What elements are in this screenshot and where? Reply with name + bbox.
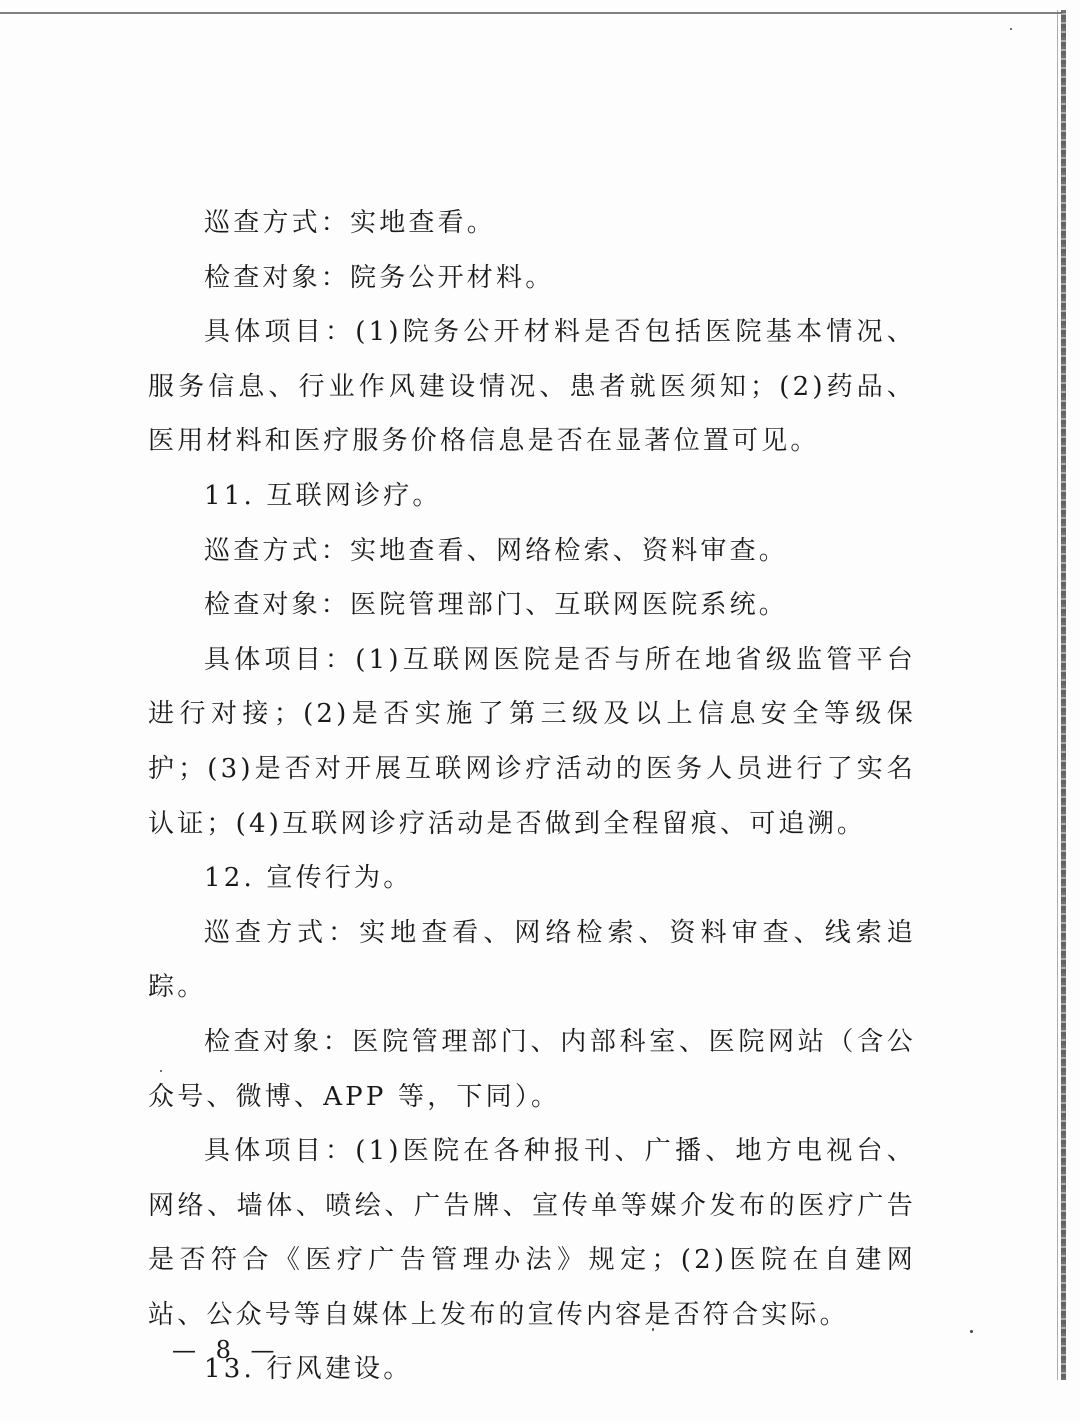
scan-speck bbox=[970, 1330, 973, 1333]
section-heading-publicity: 12. 宣传行为。 bbox=[204, 863, 413, 894]
paragraph-inspection-method: 巡查方式：实地查看、网络检索、资料审查、线索追踪。 bbox=[148, 917, 916, 1003]
document-body bbox=[148, 196, 916, 1397]
paragraph-inspection-method: 巡查方式：实地查看。 bbox=[204, 208, 497, 238]
section-heading-conduct-building: 13. 行风建设。 bbox=[204, 1354, 413, 1385]
paragraph-inspection-object: 检查对象：医院管理部门、内部科室、医院网站（含公众号、微博、APP 等，下同）。 bbox=[148, 1026, 916, 1112]
scan-speck bbox=[1010, 28, 1012, 30]
paragraph-specific-items: 具体项目：(1)院务公开材料是否包括医院基本情况、服务信息、行业作风建设情况、患者就医须知；(2)药品、医用材料和医疗服务价格信息是否在显著位置可见。 bbox=[148, 317, 916, 457]
paragraph-specific-items: 具体项目：(1)互联网医院是否与所在地省级监管平台进行对接；(2)是否实施了第三级及以上信息安全等级保护；(3)是否对开展互联网诊疗活动的医务人员进行了实名认证；(4)互联网诊疗活动是否做到全程留痕、可追溯。 bbox=[148, 644, 916, 839]
page-number: — 8 — bbox=[172, 1336, 281, 1364]
paragraph-specific-items: 具体项目：(1)医院在各种报刊、广播、地方电视台、网络、墙体、喷绘、广告牌、宣传单等媒介发布的医疗广告是否符合《医疗广告管理办法》规定；(2)医院在自建网站、公众号等自媒体上发布的宣传内容是否符合实际。 bbox=[148, 1136, 916, 1330]
paragraph-inspection-object: 检查对象：医院管理部门、互联网医院系统。 bbox=[204, 590, 789, 621]
paragraph-inspection-object: 检查对象：院务公开材料。 bbox=[204, 262, 555, 293]
section-heading-internet-diagnosis: 11. 互联网诊疗。 bbox=[204, 480, 442, 511]
scan-right-edge bbox=[1061, 10, 1066, 1380]
paragraph-inspection-method: 巡查方式：实地查看、网络检索、资料审查。 bbox=[204, 535, 789, 566]
scan-right-edge-line bbox=[1057, 10, 1058, 1380]
scan-top-border bbox=[0, 12, 1062, 14]
